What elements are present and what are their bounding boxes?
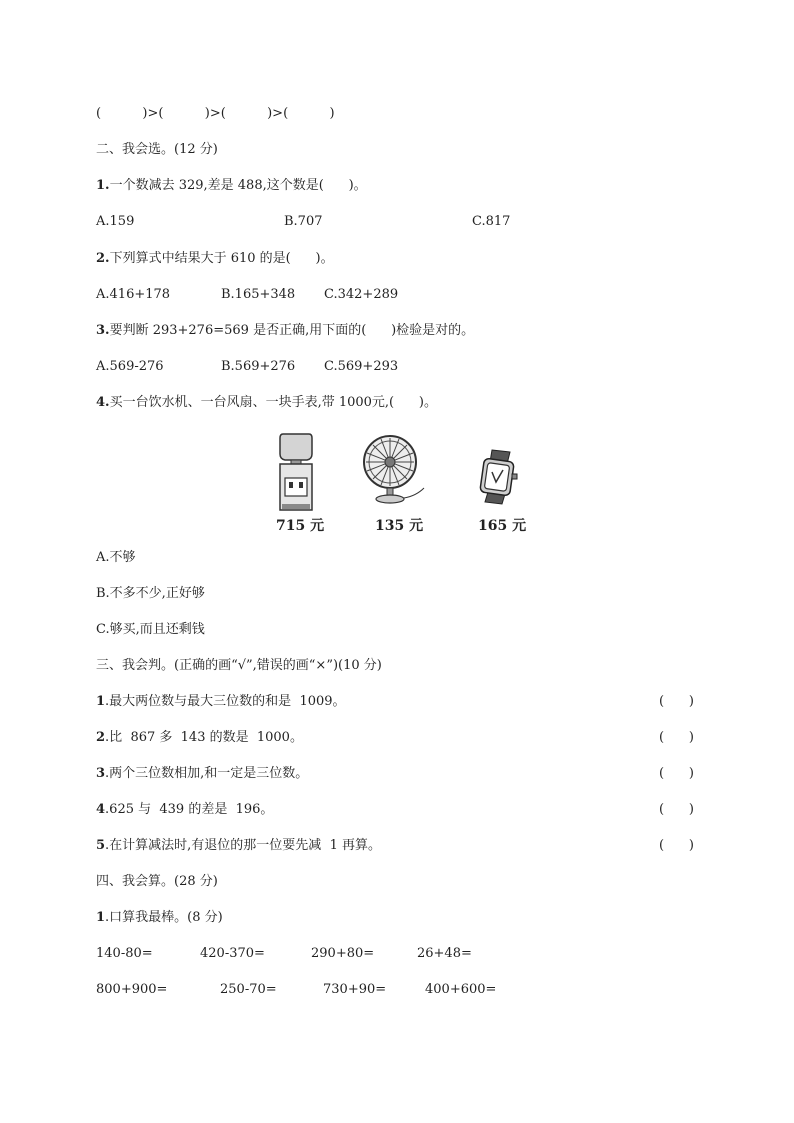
judge-answer-3: ( ) [659,766,694,781]
option-2-1-b: B.707 [284,214,323,229]
judge-answer-2: ( ) [659,730,694,745]
option-2-1-a: A.159 [96,214,135,229]
item-number: 1 [96,694,106,709]
item-text: .625 与 439 的差是 196。 [105,802,274,817]
question-text: 下列算式中结果大于 610 的是( )。 [109,251,334,266]
option-2-4-c: C.够买,而且还剩钱 [96,622,205,637]
question-2-2 [96,250,334,268]
option-2-3-c: C.569+293 [324,359,399,374]
calc-1-4: 26+48= [417,946,472,961]
calc-2-2: 250-70= [220,982,277,997]
section-4-title: 四、我会算。(28 分) [96,874,218,889]
judge-answer-5: ( ) [659,838,694,853]
calc-2-4: 400+600= [425,982,497,997]
item-number: 3 [96,766,106,781]
calc-1-2: 420-370= [200,946,265,961]
item-number: 4 [96,802,106,817]
calc-2-3: 730+90= [323,982,387,997]
option-2-3-b: B.569+276 [221,359,296,374]
section-2-title: 二、我会选。(12 分) [96,142,218,157]
section-3-title: 三、我会判。(正确的画“√”,错误的画“×”)(10 分) [96,658,382,673]
judge-item-1 [96,693,346,711]
watch-icon [476,448,522,506]
option-2-4-a: A.不够 [96,550,136,565]
judge-item-2 [96,729,303,747]
question-2-4 [96,394,437,412]
item-text: .在计算减法时,有退位的那一位要先减 1 再算。 [105,838,381,853]
option-2-1-c: C.817 [472,214,511,229]
option-2-4-b: B.不多不少,正好够 [96,586,205,601]
water-dispenser-icon [276,432,316,512]
option-2-3-a: A.569-276 [96,359,164,374]
subsection-4-1 [96,909,223,927]
option-2-2-b: B.165+348 [221,287,296,302]
question-2-1 [96,177,367,195]
fan-price: 135 元 [375,518,424,534]
blank-inequality-chain: ( )>( )>( )>( ) [96,106,335,121]
judge-item-3 [96,765,308,783]
option-2-2-a: A.416+178 [96,287,171,302]
question-number: 4. [96,395,110,410]
question-2-3 [96,322,474,340]
subsection-text: .口算我最棒。(8 分) [105,910,223,925]
judge-answer-4: ( ) [659,802,694,817]
watch-price: 165 元 [478,518,527,534]
item-number: 2 [96,730,106,745]
calc-1-1: 140-80= [96,946,153,961]
subsection-number: 1 [96,910,106,925]
judge-answer-1: ( ) [659,694,694,709]
question-number: 2. [96,251,110,266]
item-number: 5 [96,838,106,853]
judge-item-4 [96,801,273,819]
item-text: .两个三位数相加,和一定是三位数。 [105,766,309,781]
water-dispenser-price: 715 元 [276,518,325,534]
calc-1-3: 290+80= [311,946,375,961]
question-text: 要判断 293+276=569 是否正确,用下面的( )检验是对的。 [109,323,475,338]
item-text: .比 867 多 143 的数是 1000。 [105,730,303,745]
option-2-2-c: C.342+289 [324,287,399,302]
question-number: 1. [96,178,110,193]
calc-2-1: 800+900= [96,982,168,997]
fan-icon [362,434,428,506]
item-text: .最大两位数与最大三位数的和是 1009。 [105,694,346,709]
question-text: 一个数减去 329,差是 488,这个数是( )。 [109,178,367,193]
question-number: 3. [96,323,110,338]
question-text: 买一台饮水机、一台风扇、一块手表,带 1000元,( )。 [109,395,437,410]
judge-item-5 [96,837,381,855]
